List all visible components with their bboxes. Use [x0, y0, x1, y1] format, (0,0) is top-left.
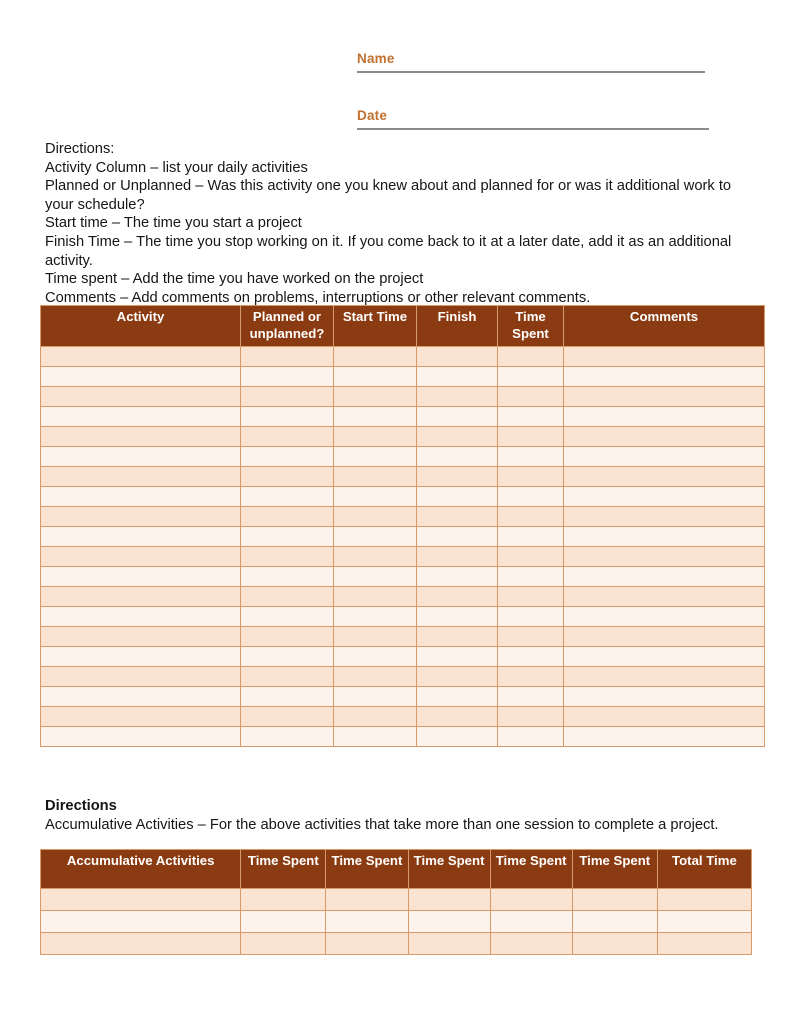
activity-table-cell[interactable] — [334, 647, 417, 667]
activity-table-cell[interactable] — [334, 707, 417, 727]
name-write-in-line[interactable] — [357, 71, 705, 73]
accumulative-table-cell[interactable] — [241, 933, 326, 955]
activity-table-cell[interactable] — [564, 487, 765, 507]
field-spacer — [357, 73, 707, 107]
activity-table-cell[interactable] — [417, 547, 498, 567]
activity-table-cell[interactable] — [498, 707, 564, 727]
activity-table-cell[interactable] — [417, 427, 498, 447]
activity-table-cell[interactable] — [417, 627, 498, 647]
activity-table-row — [41, 567, 765, 587]
activity-table-row — [41, 647, 765, 667]
activity-table-row — [41, 687, 765, 707]
column-header-time-spent-3: Time Spent — [408, 850, 490, 889]
activity-table-cell[interactable] — [241, 707, 334, 727]
activity-table-row — [41, 527, 765, 547]
directions-line: Comments – Add comments on problems, interruptions or other relevant comments. — [45, 289, 591, 306]
activity-table-cell[interactable] — [417, 667, 498, 687]
activity-table-row — [41, 427, 765, 447]
activity-table-cell[interactable] — [417, 507, 498, 527]
activity-table-cell[interactable] — [417, 607, 498, 627]
column-header-time-spent-2: Time Spent — [326, 850, 408, 889]
activity-table-cell[interactable] — [241, 567, 334, 587]
activity-table-cell[interactable] — [41, 367, 241, 387]
activity-table-cell[interactable] — [334, 627, 417, 647]
activity-table-row — [41, 407, 765, 427]
activity-table-cell[interactable] — [417, 487, 498, 507]
accumulative-table-cell[interactable] — [572, 911, 657, 933]
activity-table-cell[interactable] — [41, 387, 241, 407]
activity-table-cell[interactable] — [241, 647, 334, 667]
activity-table-cell[interactable] — [498, 627, 564, 647]
directions-line: Time spent – Add the time you have worked on the project — [45, 271, 424, 288]
activity-table-row — [41, 387, 765, 407]
directions-line: Start time – The time you start a project — [45, 215, 302, 232]
activity-table-cell[interactable] — [334, 367, 417, 387]
activity-table-cell[interactable] — [41, 487, 241, 507]
activity-table-cell[interactable] — [498, 647, 564, 667]
activity-table-cell[interactable] — [334, 567, 417, 587]
activity-table-cell[interactable] — [41, 607, 241, 627]
activity-table-cell[interactable] — [41, 427, 241, 447]
accumulative-table-cell[interactable] — [326, 911, 408, 933]
activity-table-cell[interactable] — [334, 507, 417, 527]
accumulative-table-cell[interactable] — [490, 933, 572, 955]
activity-table-cell[interactable] — [417, 707, 498, 727]
accumulative-table-cell[interactable] — [408, 889, 490, 911]
accumulative-table-cell[interactable] — [657, 933, 751, 955]
column-header-total-time: Total Time — [657, 850, 751, 889]
activity-table-row — [41, 487, 765, 507]
column-header-activity: Activity — [41, 306, 241, 347]
activity-table-cell[interactable] — [241, 667, 334, 687]
activity-table-cell[interactable] — [498, 547, 564, 567]
activity-table-row — [41, 587, 765, 607]
accumulative-directions-heading: Directions — [45, 798, 117, 814]
activity-table-cell[interactable] — [334, 607, 417, 627]
activity-table-cell[interactable] — [564, 407, 765, 427]
activity-table-cell[interactable] — [41, 407, 241, 427]
activity-table-cell[interactable] — [241, 467, 334, 487]
accumulative-table-cell[interactable] — [490, 911, 572, 933]
activity-table-cell[interactable] — [498, 347, 564, 367]
activity-table-cell[interactable] — [564, 367, 765, 387]
activity-table-cell[interactable] — [564, 707, 765, 727]
identification-block — [357, 50, 707, 130]
activity-table-cell[interactable] — [334, 667, 417, 687]
activity-table-cell[interactable] — [241, 347, 334, 367]
activity-table-cell[interactable] — [564, 347, 765, 367]
activity-table-cell[interactable] — [241, 527, 334, 547]
activity-table-cell[interactable] — [498, 587, 564, 607]
column-header-finish: Finish — [417, 306, 498, 347]
accumulative-table-header-row — [41, 850, 752, 889]
activity-table-cell[interactable] — [498, 507, 564, 527]
directions-block — [45, 140, 757, 307]
activity-table-cell[interactable] — [564, 547, 765, 567]
activity-table-cell[interactable] — [498, 487, 564, 507]
activity-table-cell[interactable] — [41, 727, 241, 747]
column-header-accumulative-activities: Accumulative Activities — [41, 850, 241, 889]
activity-table-cell[interactable] — [417, 467, 498, 487]
activity-table-cell[interactable] — [334, 587, 417, 607]
activity-table-cell[interactable] — [564, 627, 765, 647]
accumulative-directions-text: Accumulative Activities – For the above activities that take more than one session to complete a project. — [45, 816, 719, 833]
column-header-time-spent-1: Time Spent — [241, 850, 326, 889]
activity-table-cell[interactable] — [334, 447, 417, 467]
activity-table-cell[interactable] — [498, 467, 564, 487]
activity-table-cell[interactable] — [41, 567, 241, 587]
activity-table-cell[interactable] — [334, 467, 417, 487]
accumulative-table-cell[interactable] — [41, 911, 241, 933]
name-field-group — [357, 50, 707, 73]
activity-table-row — [41, 547, 765, 567]
accumulative-table-cell[interactable] — [41, 933, 241, 955]
activity-table-row — [41, 727, 765, 747]
accumulative-table-cell[interactable] — [657, 889, 751, 911]
activity-table-cell[interactable] — [498, 387, 564, 407]
activity-table-row — [41, 627, 765, 647]
activity-table-cell[interactable] — [41, 547, 241, 567]
accumulative-table-cell[interactable] — [572, 889, 657, 911]
activity-table-cell[interactable] — [417, 347, 498, 367]
accumulative-table-cell[interactable] — [572, 933, 657, 955]
activity-table-cell[interactable] — [241, 627, 334, 647]
activity-table-cell[interactable] — [417, 687, 498, 707]
activity-table-cell[interactable] — [564, 467, 765, 487]
date-write-in-line[interactable] — [357, 128, 709, 130]
activity-table-cell[interactable] — [417, 567, 498, 587]
activity-table-header-row — [41, 306, 765, 347]
activity-table-cell[interactable] — [241, 407, 334, 427]
activity-table-cell[interactable] — [241, 507, 334, 527]
activity-table-cell[interactable] — [564, 507, 765, 527]
activity-table-cell[interactable] — [417, 527, 498, 547]
date-label: Date — [357, 108, 388, 123]
activity-table-body — [41, 347, 765, 747]
column-header-start-time: Start Time — [334, 306, 417, 347]
activity-table-cell[interactable] — [41, 667, 241, 687]
directions-line: Activity Column – list your daily activities — [45, 159, 308, 176]
activity-table-cell[interactable] — [41, 447, 241, 467]
activity-table-cell[interactable] — [41, 467, 241, 487]
column-header-comments: Comments — [564, 306, 765, 347]
activity-table-cell[interactable] — [334, 687, 417, 707]
activity-table-row — [41, 347, 765, 367]
activity-table-cell[interactable] — [241, 427, 334, 447]
activity-table-cell[interactable] — [334, 547, 417, 567]
accumulative-table-cell[interactable] — [241, 889, 326, 911]
activity-table-cell[interactable] — [564, 687, 765, 707]
accumulative-table-row — [41, 911, 752, 933]
activity-table-cell[interactable] — [564, 667, 765, 687]
activity-table-cell[interactable] — [241, 547, 334, 567]
directions-line: Finish Time – The time you stop working on it. If you come back to it at a later date, add it as an additional activity. — [45, 233, 732, 269]
name-label: Name — [357, 51, 395, 66]
activity-table-cell[interactable] — [417, 367, 498, 387]
activity-table-cell[interactable] — [564, 727, 765, 747]
activity-table-cell[interactable] — [41, 347, 241, 367]
accumulative-table-row — [41, 889, 752, 911]
activity-table-cell[interactable] — [417, 587, 498, 607]
activity-table-row — [41, 667, 765, 687]
activity-log-table — [40, 305, 765, 747]
directions-line: Planned or Unplanned – Was this activity one you knew about and planned for or was it additional work to your schedule? — [45, 178, 732, 213]
accumulative-table-body — [41, 889, 752, 955]
activity-table-cell[interactable] — [41, 507, 241, 527]
activity-table-cell[interactable] — [41, 687, 241, 707]
directions-heading: Directions: — [45, 141, 115, 157]
activity-table-cell[interactable] — [41, 527, 241, 547]
accumulative-table-cell[interactable] — [408, 911, 490, 933]
activity-table-cell[interactable] — [498, 567, 564, 587]
activity-table-cell[interactable] — [241, 367, 334, 387]
activity-table-row — [41, 507, 765, 527]
accumulative-activities-table — [40, 849, 752, 955]
activity-table-cell[interactable] — [417, 407, 498, 427]
activity-table-cell[interactable] — [334, 427, 417, 447]
accumulative-table-cell[interactable] — [408, 933, 490, 955]
date-field-group — [357, 107, 707, 130]
activity-table-cell[interactable] — [417, 727, 498, 747]
activity-table-cell[interactable] — [498, 527, 564, 547]
activity-table-cell[interactable] — [498, 407, 564, 427]
activity-table-cell[interactable] — [564, 587, 765, 607]
activity-table-cell[interactable] — [41, 627, 241, 647]
activity-table-cell[interactable] — [498, 607, 564, 627]
column-header-time-spent: Time Spent — [498, 306, 564, 347]
accumulative-directions-block — [45, 797, 757, 834]
activity-table-cell[interactable] — [498, 427, 564, 447]
accumulative-table-row — [41, 933, 752, 955]
activity-table-cell[interactable] — [241, 607, 334, 627]
activity-table-cell[interactable] — [498, 447, 564, 467]
column-header-planned: Planned or unplanned? — [241, 306, 334, 347]
activity-table-cell[interactable] — [241, 447, 334, 467]
activity-table-cell[interactable] — [498, 367, 564, 387]
accumulative-table-cell[interactable] — [241, 911, 326, 933]
activity-table-row — [41, 467, 765, 487]
activity-table-cell[interactable] — [564, 527, 765, 547]
activity-table-cell[interactable] — [241, 487, 334, 507]
activity-table-cell[interactable] — [334, 527, 417, 547]
activity-table-cell[interactable] — [564, 607, 765, 627]
activity-table-cell[interactable] — [334, 487, 417, 507]
activity-table-cell[interactable] — [417, 447, 498, 467]
activity-table-cell[interactable] — [498, 667, 564, 687]
column-header-time-spent-4: Time Spent — [490, 850, 572, 889]
activity-table-cell[interactable] — [417, 647, 498, 667]
activity-table-cell[interactable] — [334, 347, 417, 367]
accumulative-table-cell[interactable] — [490, 889, 572, 911]
activity-table-cell[interactable] — [334, 727, 417, 747]
activity-table-cell[interactable] — [564, 647, 765, 667]
activity-table-cell[interactable] — [498, 727, 564, 747]
activity-table-row — [41, 607, 765, 627]
activity-table-row — [41, 367, 765, 387]
accumulative-table-cell[interactable] — [41, 889, 241, 911]
activity-table-cell[interactable] — [241, 587, 334, 607]
activity-table-cell[interactable] — [417, 387, 498, 407]
activity-table-cell[interactable] — [241, 727, 334, 747]
activity-table-cell[interactable] — [41, 707, 241, 727]
accumulative-table-cell[interactable] — [326, 889, 408, 911]
accumulative-table-cell[interactable] — [326, 933, 408, 955]
activity-table-cell[interactable] — [564, 447, 765, 467]
activity-table-cell[interactable] — [334, 407, 417, 427]
activity-table-cell[interactable] — [241, 387, 334, 407]
activity-table-row — [41, 707, 765, 727]
activity-table-cell[interactable] — [41, 647, 241, 667]
activity-table-cell[interactable] — [564, 427, 765, 447]
activity-table-cell[interactable] — [498, 687, 564, 707]
activity-table-cell[interactable] — [564, 387, 765, 407]
activity-table-cell[interactable] — [241, 687, 334, 707]
column-header-time-spent-5: Time Spent — [572, 850, 657, 889]
activity-table-cell[interactable] — [41, 587, 241, 607]
accumulative-table-cell[interactable] — [657, 911, 751, 933]
activity-table-row — [41, 447, 765, 467]
activity-table-cell[interactable] — [564, 567, 765, 587]
activity-table-cell[interactable] — [334, 387, 417, 407]
